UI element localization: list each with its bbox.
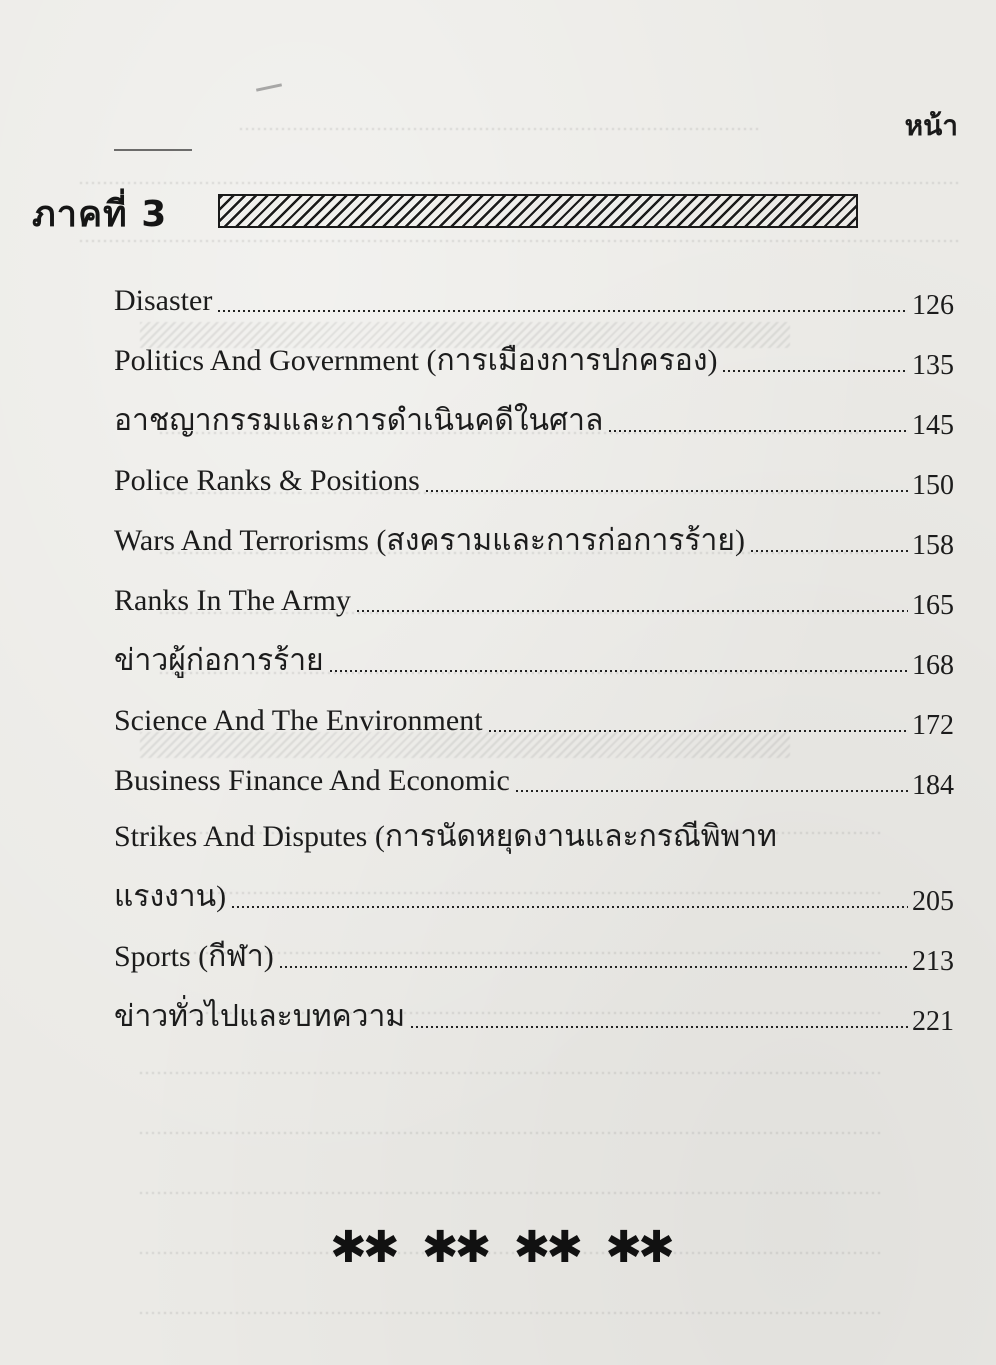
toc-entry-police-ranks[interactable] <box>114 446 956 506</box>
toc-entry-page: 172 <box>912 710 954 741</box>
toc-entry-page: 135 <box>912 350 954 381</box>
toc-entry-strikes-disputes-continuation[interactable] <box>114 862 956 922</box>
pencil-mark <box>256 83 282 91</box>
toc-entry-page: 126 <box>912 290 954 321</box>
toc-entry-title: อาชญากรรมและการดำเนินคดีในศาล <box>114 404 604 437</box>
dot-leader <box>330 670 908 672</box>
toc-entry-title: Strikes And Disputes (การนัดหยุดงานและกรณีพิพาท <box>114 820 777 853</box>
toc-entry-page: 158 <box>912 530 954 561</box>
toc-entry-page: 184 <box>912 770 954 801</box>
toc-entry-terrorist-news[interactable] <box>114 626 956 686</box>
footer-star-ornament <box>330 1222 687 1273</box>
toc-entry-title: Politics And Government (การเมืองการปกครอง) <box>114 344 718 377</box>
toc-entry-title: Disaster <box>114 284 213 317</box>
star-pair-icon: ✱✱ <box>421 1222 488 1273</box>
dot-leader <box>232 906 908 908</box>
dot-leader <box>411 1026 908 1028</box>
dot-leader <box>218 310 908 312</box>
page-column-label: หน้า <box>904 109 958 142</box>
toc-entry-page: 205 <box>912 886 954 917</box>
table-of-contents <box>114 266 956 1042</box>
section-title: ภาคที่ 3 <box>32 193 168 235</box>
dot-leader <box>489 730 908 732</box>
dot-leader <box>426 490 908 492</box>
toc-entry-title: Business Finance And Economic <box>114 764 510 797</box>
toc-entry-title: Sports (กีฬา) <box>114 940 274 973</box>
toc-entry-title-continuation: แรงงาน) <box>114 880 227 913</box>
top-rule-divider <box>114 149 192 151</box>
toc-entry-general-news[interactable] <box>114 982 956 1042</box>
dot-leader <box>516 790 908 792</box>
toc-entry-page: 168 <box>912 650 954 681</box>
toc-entry-wars-terrorisms[interactable] <box>114 506 956 566</box>
toc-entry-title: Ranks In The Army <box>114 584 351 617</box>
toc-entry-title: Police Ranks & Positions <box>114 464 420 497</box>
toc-entry-sports[interactable] <box>114 922 956 982</box>
dot-leader <box>609 430 908 432</box>
toc-entry-politics[interactable] <box>114 326 956 386</box>
star-pair-icon: ✱✱ <box>605 1222 671 1273</box>
dot-leader <box>280 966 908 968</box>
toc-entry-title: Science And The Environment <box>114 704 483 737</box>
toc-entry-business-finance[interactable] <box>114 746 956 806</box>
toc-entry-crime-court[interactable] <box>114 386 956 446</box>
toc-entry-page: 221 <box>912 1006 954 1037</box>
toc-entry-page: 145 <box>912 410 954 441</box>
toc-entry-science-environment[interactable] <box>114 686 956 746</box>
toc-entry-page: 213 <box>912 946 954 977</box>
toc-entry-army-ranks[interactable] <box>114 566 956 626</box>
star-pair-icon: ✱✱ <box>330 1222 396 1273</box>
toc-entry-disaster[interactable] <box>114 266 956 326</box>
section-hatch-bar <box>218 194 858 228</box>
toc-entry-page: 165 <box>912 590 954 621</box>
star-pair-icon: ✱✱ <box>513 1222 580 1273</box>
dot-leader <box>357 610 908 612</box>
dot-leader <box>723 370 908 372</box>
toc-entry-title: ข่าวผู้ก่อการร้าย <box>114 644 324 677</box>
toc-entry-title: ข่าวทั่วไปและบทความ <box>114 1000 406 1033</box>
toc-entry-strikes-disputes[interactable] <box>114 806 956 862</box>
dot-leader <box>751 550 908 552</box>
toc-entry-page: 150 <box>912 470 954 501</box>
section-header <box>32 190 167 236</box>
toc-entry-title: Wars And Terrorisms (สงครามและการก่อการร้าย) <box>114 524 745 557</box>
